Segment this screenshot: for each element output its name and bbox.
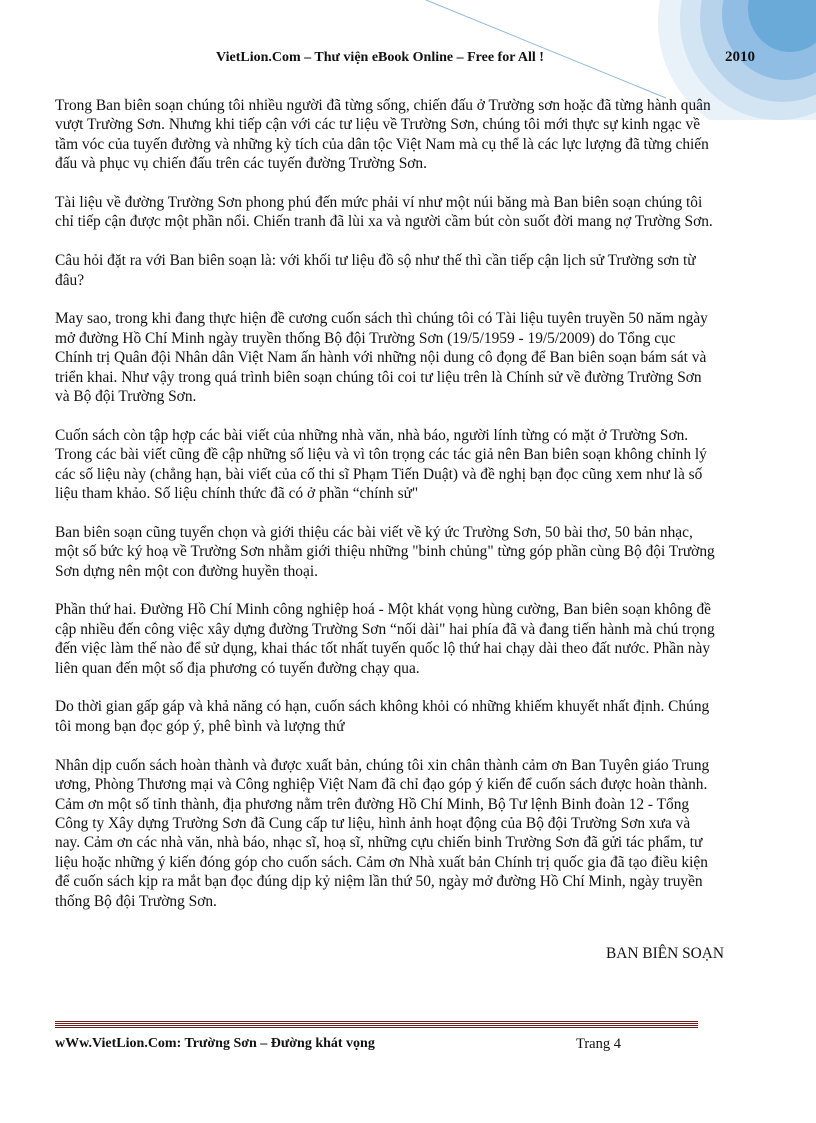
footer-book-title: wWw.VietLion.Com: Trường Sơn – Đường khát vọng [55,1036,375,1051]
header-title: VietLion.Com – Thư viện eBook Online – Free for All ! [216,50,544,65]
paragraph: May sao, trong khi đang thực hiện đề cương cuốn sách thì chúng tôi có Tài liệu tuyên truyền 50 năm ngày mở đường Hồ Chí Minh ngày truyền thống Bộ đội Trường Sơn (19/5/1959 - 19/5/2009) do Tổng cục Chính trị Quân đội Nhân dân Việt Nam ấn hành với những nội dung cô đọng để Ban biên soạn bám sát và triển khai. Như vậy trong quá trình biên soạn chúng tôi coi tư liệu trên là Chính sử về đường Trường Sơn và Bộ đội Trường Sơn. [55,310,708,406]
paragraph: Nhân dịp cuốn sách hoàn thành và được xuất bản, chúng tôi xin chân thành cảm ơn Ban Tuyên giáo Trung ương, Phòng Thương mại và Công nghiệp Việt Nam đã chỉ đạo góp ý kiến để cuốn sách được hoàn thành. Cảm ơn một số tỉnh thành, địa phương nằm trên đường Hồ Chí Minh, Bộ Tư lệnh Binh đoàn 12 - Tổng Công ty Xây dựng Trường Sơn đã Cung cấp tư liệu, hình ảnh hoạt động của Bộ đội Trường Sơn xưa và nay. Cảm ơn các nhà văn, nhà báo, nhạc sĩ, hoạ sĩ, những cựu chiến binh Trường Sơn đã gửi tác phẩm, tư liệu hoặc những ý kiến đóng góp cho cuốn sách. Cảm ơn Nhà xuất bản Chính trị quốc gia đã tạo điều kiện để cuốn sách kịp ra mắt bạn đọc đúng dịp kỷ niệm lần thứ 50, ngày mở đường Hồ Chí Minh, ngày truyền thống Bộ đội Trường Sơn. [55,756,710,910]
paragraph: Do thời gian gấp gáp và khả năng có hạn, cuốn sách không khỏi có những khiếm khuyết nhất định. Chúng tôi mong bạn đọc góp ý, phê bình và lượng thứ [55,698,710,735]
page-number: Trang 4 [576,1036,621,1052]
paragraph: Câu hỏi đặt ra với Ban biên soạn là: với khối tư liệu đồ sộ như thế thì cần tiếp cận lịch sử Trường sơn từ đâu? [55,252,696,289]
body-text [55,96,715,911]
paragraph: Tài liệu về đường Trường Sơn phong phú đến mức phải ví như một núi băng mà Ban biên soạn chúng tôi chỉ tiếp cận được một phần nổi. Chiến tranh đã lùi xa và người cầm bút còn suốt đời mang nợ Trường Sơn. [55,194,713,231]
paragraph: Cuốn sách còn tập hợp các bài viết của những nhà văn, nhà báo, người lính từng có mặt ở Trường Sơn. Trong các bài viết cũng đề cập những số liệu và vì tôn trọng các tác giả nên Ban biên soạn không chỉnh lý các số liệu này (chẳng hạn, bài viết của cố thi sĩ Phạm Tiến Duật) và đề nghị bạn đọc cũng xem như là số liệu tham khảo. Số liệu chính thức đã có ở phần “chính sử" [55,426,707,503]
paragraph: Phần thứ hai. Đường Hồ Chí Minh công nghiệp hoá - Một khát vọng hùng cường, Ban biên soạn không đề cập nhiều đến công việc xây dựng đường Trường Sơn “nối dài" hai phía đã và đang tiến hành mà chú trọng đến việc làm thế nào để sử dụng, khai thác tốt nhất tuyến quốc lộ thứ hai chạy dài theo đất nước. Phần này liên quan đến một số địa phương có tuyến đường chạy qua. [55,601,715,677]
header-year: 2010 [725,49,755,65]
footer-rule [55,1021,698,1028]
paragraph: Ban biên soạn cũng tuyển chọn và giới thiệu các bài viết về ký ức Trường Sơn, 50 bài thơ, 50 bản nhạc, một số bức ký hoạ về Trường Sơn nhằm giới thiệu những "binh chủng" từng góp phần cùng Bộ đội Trường Sơn dựng nên một con đường huyền thoại. [55,523,715,580]
signature: BAN BIÊN SOẠN [606,945,724,962]
paragraph: Trong Ban biên soạn chúng tôi nhiều người đã từng sống, chiến đấu ở Trường sơn hoặc đã từng hành quân vượt Trường Sơn. Nhưng khi tiếp cận với các tư liệu về Trường Sơn, chúng tôi mới thực sự kinh ngạc về tầm vóc của tuyến đường và những kỳ tích của dân tộc Việt Nam mà cụ thể là các lực lượng đã từng chiến đấu và phục vụ chiến đấu trên các tuyến đường Trường Sơn. [55,97,711,173]
